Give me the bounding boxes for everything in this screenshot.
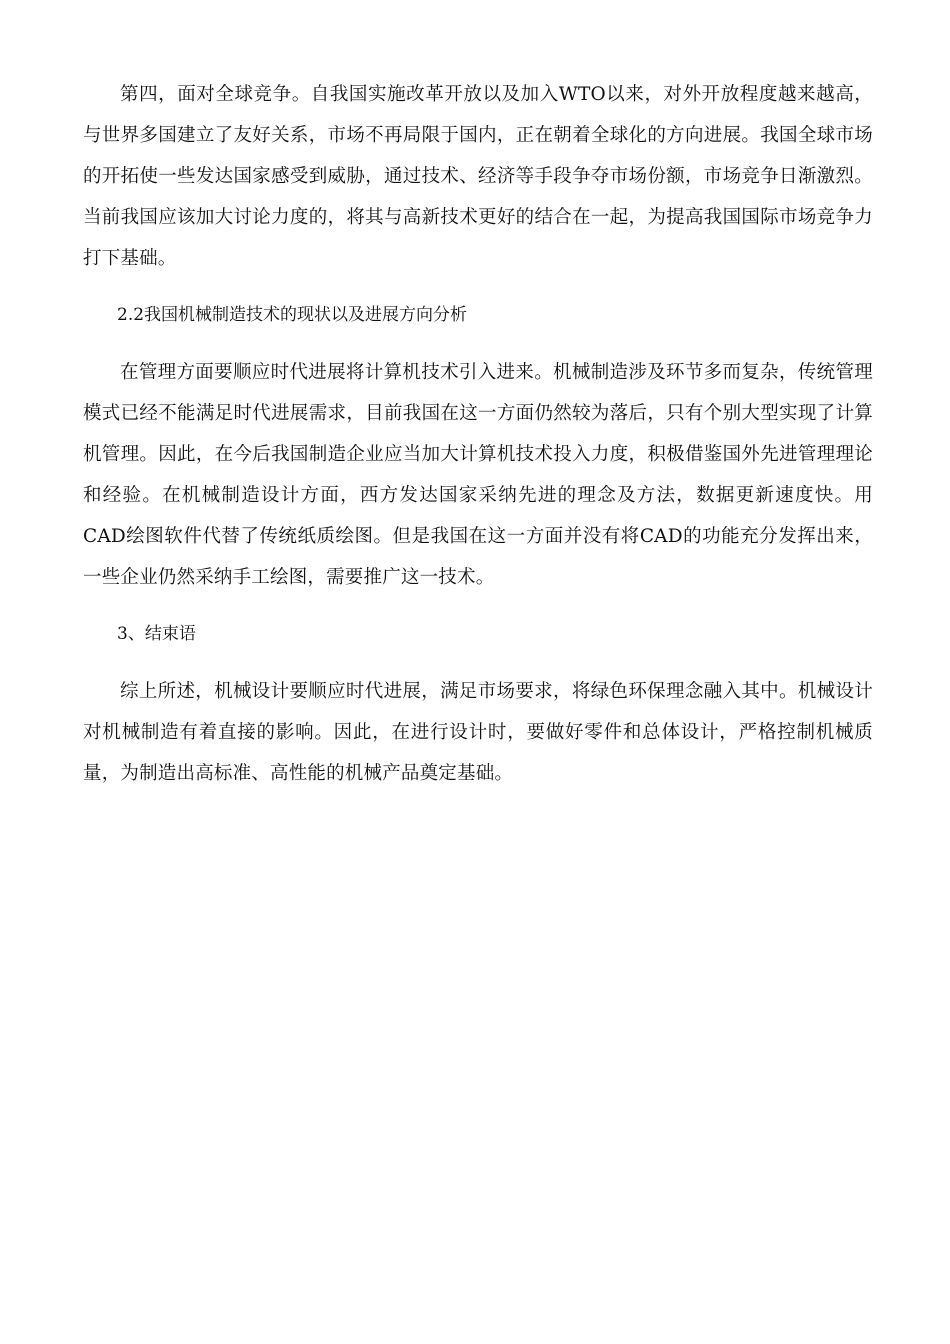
paragraph-gap — [83, 279, 873, 295]
paragraph-gap — [83, 655, 873, 671]
paragraph-management: 在管理方面要顺应时代进展将计算机技术引入进来。机械制造涉及环节多而复杂，传统管理模式已经不能满足时代进展需求，目前我国在这一方面仍然较为落后，只有个别大型实现了计算机管理。因此，在今后我国制造企业应当加大计算机技术投入力度，积极借鉴国外先进管理理论和经验。在机械制造设计方面，西方发达国家采纳先进的理念及方法，数据更新速度快。用CAD绘图软件代替了传统纸质绘图。但是我国在这一方面并没有将CAD的功能充分发挥出来，一些企业仍然采纳手工绘图，需要推广这一技术。 — [83, 362, 873, 588]
section-heading-2-2: 2.2我国机械制造技术的现状以及进展方向分析 — [117, 305, 468, 325]
section-heading-3: 3、结束语 — [117, 624, 196, 644]
paragraph-gap — [83, 598, 873, 614]
paragraph-conclusion: 综上所述，机械设计要顺应时代进展，满足市场要求，将绿色环保理念融入其中。机械设计对机械制造有着直接的影响。因此，在进行设计时，要做好零件和总体设计，严格控制机械质量，为制造出高标准、高性能的机械产品奠定基础。 — [83, 681, 873, 784]
document-page — [83, 74, 873, 794]
paragraph-gap — [83, 336, 873, 352]
paragraph-global-competition: 第四，面对全球竞争。自我国实施改革开放以及加入WTO以来，对外开放程度越来越高，与世界多国建立了友好关系，市场不再局限于国内，正在朝着全球化的方向进展。我国全球市场的开拓使一些发达国家感受到威胁，通过技术、经济等手段争夺市场份额，市场竞争日渐激烈。当前我国应该加大讨论力度的，将其与高新技术更好的结合在一起，为提高我国国际市场竞争力打下基础。 — [83, 84, 873, 269]
